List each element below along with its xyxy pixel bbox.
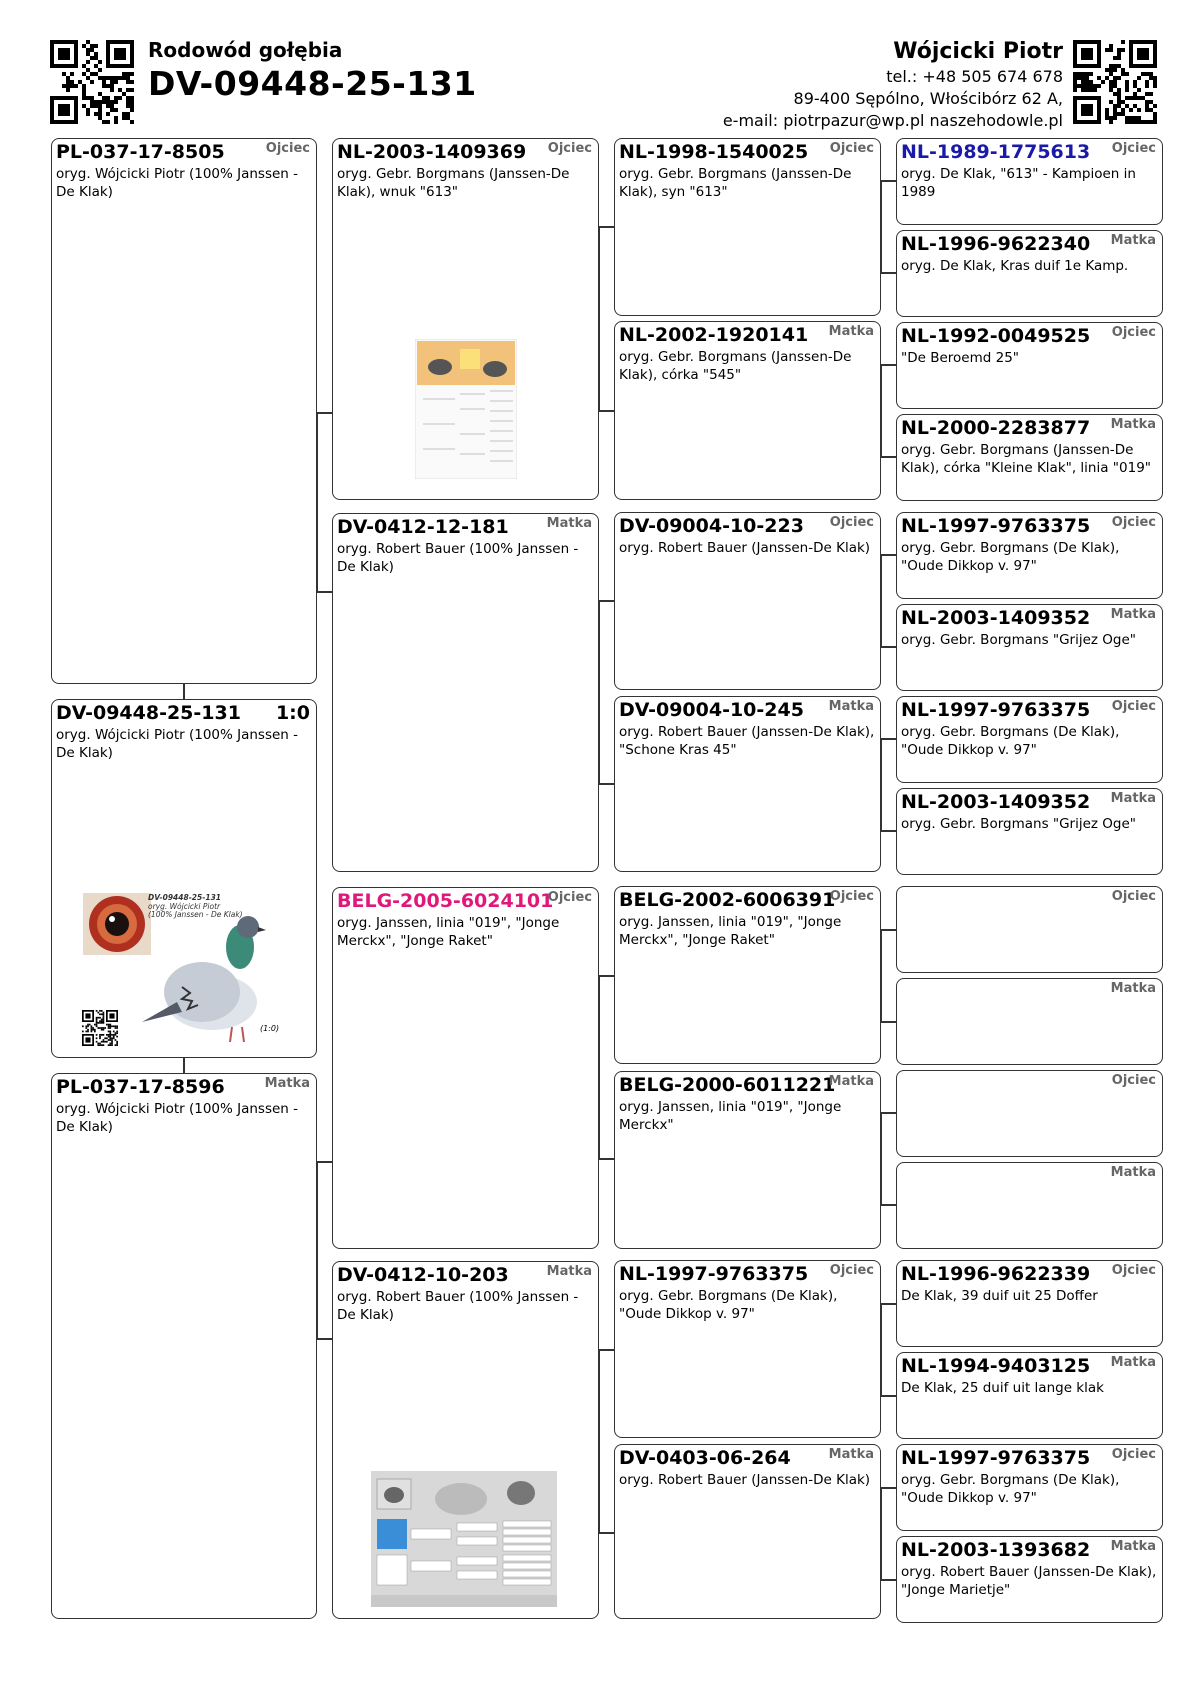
sex-label: Ojciec [1111,699,1156,714]
ring-number: NL-1996-9622340 [901,233,1091,255]
connector-line [880,738,896,740]
connector-line [880,1395,896,1397]
connector-line [598,226,614,228]
pigeon-photo [82,892,282,1048]
sex-label: Matka [1110,791,1156,806]
pedigree-document-thumbnail [415,339,517,479]
origin-description: oryg. Gebr. Borgmans (Janssen-De Klak), syn "613" [619,166,852,200]
connector-line [183,1057,185,1073]
ring-number: DV-0412-10-203 [337,1264,509,1286]
sex-label: Matka [828,1447,874,1462]
pedigree-card-gen3[interactable] [614,1260,881,1438]
connector-line [598,975,614,977]
ring-number: NL-1998-1540025 [619,141,809,163]
pedigree-card-gen4[interactable] [896,1444,1163,1531]
pedigree-card-gen4-empty[interactable] [896,978,1163,1065]
connector-line [316,1161,332,1163]
origin-description: oryg. Robert Bauer (100% Janssen - De Klak) [337,1289,579,1323]
sex-label: Matka [264,1076,310,1091]
origin-description: oryg. Wójcicki Piotr (100% Janssen - De Klak) [56,166,299,200]
pedigree-card-gen4[interactable] [896,512,1163,599]
sex-label: Ojciec [1111,1263,1156,1278]
connector-line [880,554,896,556]
origin-description: oryg. Gebr. Borgmans (Janssen-De Klak), córka "Kleine Klak", linia "019" [901,442,1151,476]
origin-description: oryg. Robert Bauer (Janssen-De Klak) [619,540,871,556]
photo-sex: (1:0) [260,1024,280,1033]
sex-label: Ojciec [1111,515,1156,530]
connector-line [880,646,896,648]
connector-line [880,1112,896,1114]
sex-label: Matka [1110,417,1156,432]
connector-line [598,1158,614,1160]
connector-line [880,1303,896,1305]
ring-number: NL-2003-1409352 [901,791,1091,813]
ring-number: NL-1997-9763375 [619,1263,809,1285]
origin-description: oryg. De Klak, Kras duif 1e Kamp. [901,258,1129,274]
connector-line [316,591,332,593]
sex-label: Matka [828,324,874,339]
sex-label: Ojciec [1111,141,1156,156]
connector-line [880,272,896,274]
pedigree-card-gen3[interactable] [614,1444,881,1619]
ring-number: NL-1997-9763375 [901,699,1091,721]
pedigree-card-gen4[interactable] [896,604,1163,691]
ring-number: NL-1989-1775613 [901,141,1091,163]
pedigree-card-gen2[interactable] [332,887,599,1249]
ring-number: NL-1996-9622339 [901,1263,1091,1285]
ring-number: BELG-2000-6011221 [619,1074,836,1096]
sex-label: Ojciec [547,890,592,905]
owner-phone: tel.: +48 505 674 678 [886,67,1063,86]
origin-description: De Klak, 25 duif uit lange klak [901,1380,1104,1396]
pedigree-card-gen4[interactable] [896,230,1163,317]
origin-description: De Klak, 39 duif uit 25 Doffer [901,1288,1098,1304]
sex-label: Matka [1110,1165,1156,1180]
origin-description: "De Beroemd 25" [901,350,1019,366]
pedigree-card-gen4[interactable] [896,322,1163,409]
origin-description: oryg. Janssen, linia "019", "Jonge Merckx", "Jonge Raket" [337,915,560,949]
pedigree-card-subject[interactable] [51,699,317,1058]
sex-label: Ojciec [829,141,874,156]
photo-ring: DV-09448-25-131 [148,893,222,902]
owner-address: 89-400 Sępólno, Włościbórz 62 A, [793,89,1063,108]
ring-number: PL-037-17-8505 [56,141,225,163]
ring-number: NL-1997-9763375 [901,1447,1091,1469]
pedigree-card-gen4[interactable] [896,138,1163,225]
pedigree-card-father[interactable] [51,138,317,684]
pedigree-card-gen4[interactable] [896,1260,1163,1347]
pedigree-card-gen2[interactable] [332,138,599,500]
ring-number: NL-2003-1409369 [337,141,527,163]
sex-label: Ojciec [829,1263,874,1278]
ring-number: PL-037-17-8596 [56,1076,225,1098]
origin-description: oryg. Robert Bauer (Janssen-De Klak), "Jonge Marietje" [901,1564,1157,1598]
ring-number: BELG-2005-6024101 [337,890,554,912]
sex-label: Matka [1110,1539,1156,1554]
qr-code-icon [50,40,134,124]
origin-description: oryg. Gebr. Borgmans (De Klak), "Oude Dikkop v. 97" [901,1472,1120,1506]
sex-label: Matka [828,699,874,714]
connector-line [598,1349,614,1351]
sex-label: Matka [1110,607,1156,622]
pedigree-card-gen2[interactable] [332,1261,599,1619]
ring-number: DV-0412-12-181 [337,516,509,538]
photo-breeder: oryg. Wójcicki Piotr [148,901,221,911]
photo-caption [148,894,243,920]
connector-line [598,600,614,602]
pedigree-card-gen2[interactable] [332,513,599,872]
owner-info [723,38,1063,132]
connector-line [316,412,332,414]
sex-label: Ojciec [1111,889,1156,904]
connector-line [598,1532,614,1534]
ring-number: NL-1992-0049525 [901,325,1091,347]
sex-label: Ojciec [1111,1073,1156,1088]
pedigree-card-gen3[interactable] [614,138,881,316]
origin-description: oryg. Robert Bauer (Janssen-De Klak), "Schone Kras 45" [619,724,875,758]
connector-line [880,1487,896,1489]
qr-code-icon [1073,40,1157,124]
connector-line [880,1579,896,1581]
pedigree-card-gen4[interactable] [896,1536,1163,1623]
pedigree-card-gen4[interactable] [896,788,1163,875]
connector-line [880,929,896,931]
sex-label: Matka [1110,981,1156,996]
sex-label: Ojciec [265,141,310,156]
ring-number: NL-1997-9763375 [901,515,1091,537]
ring-number: NL-2002-1920141 [619,324,809,346]
qr-code-icon [82,1010,118,1046]
sex-label: Ojciec [547,141,592,156]
pedigree-card-gen4[interactable] [896,1352,1163,1439]
pedigree-card-gen3[interactable] [614,696,881,872]
sex-label: Ojciec [1111,1447,1156,1462]
ring-number: NL-1994-9403125 [901,1355,1091,1377]
ring-number: NL-2000-2283877 [901,417,1091,439]
subject-ring-number: DV-09448-25-131 [148,64,477,103]
pedigree-document-thumbnail [371,1471,557,1607]
pedigree-card-gen3[interactable] [614,512,881,690]
pedigree-card-gen4-empty[interactable] [896,1162,1163,1249]
sex-label: Ojciec [829,515,874,530]
pedigree-card-gen4[interactable] [896,696,1163,783]
origin-description: oryg. Gebr. Borgmans (Janssen-De Klak), wnuk "613" [337,166,570,200]
connector-line [598,410,614,412]
owner-name: Wójcicki Piotr [893,39,1063,64]
origin-description: oryg. Janssen, linia "019", "Jonge Merckx", "Jonge Raket" [619,914,842,948]
photo-strain: (100% Janssen - De Klak) [148,910,243,919]
connector-line [880,1204,896,1206]
ring-number: NL-2003-1409352 [901,607,1091,629]
connector-line [880,456,896,458]
origin-description: oryg. Janssen, linia "019", "Jonge Merckx" [619,1099,842,1133]
origin-description: oryg. Gebr. Borgmans (De Klak), "Oude Dikkop v. 97" [619,1288,838,1322]
sex-label: Ojciec [1111,325,1156,340]
ring-number: DV-09004-10-223 [619,515,804,537]
connector-line [880,830,896,832]
connector-line [316,1338,332,1340]
pedigree-card-mother[interactable] [51,1073,317,1619]
origin-description: oryg. Gebr. Borgmans "Grijez Oge" [901,816,1137,832]
connector-line [880,364,896,366]
pedigree-card-gen4[interactable] [896,414,1163,501]
ring-number: DV-09448-25-131 [56,702,241,724]
origin-description: oryg. Gebr. Borgmans (De Klak), "Oude Dikkop v. 97" [901,540,1120,574]
origin-description: oryg. Gebr. Borgmans (De Klak), "Oude Dikkop v. 97" [901,724,1120,758]
sex-label: Matka [828,1074,874,1089]
pedigree-card-gen3[interactable] [614,886,881,1064]
ring-number: NL-2003-1393682 [901,1539,1091,1561]
pedigree-card-gen3[interactable] [614,321,881,500]
origin-description: oryg. Wójcicki Piotr (100% Janssen - De Klak) [56,1101,299,1135]
sex-label: 1:0 [275,702,310,724]
owner-email: e-mail: piotrpazur@wp.pl naszehodowle.pl [722,111,1063,130]
sex-label: Matka [546,1264,592,1279]
connector-line [183,683,185,699]
sex-label: Ojciec [829,889,874,904]
ring-number: DV-0403-06-264 [619,1447,791,1469]
origin-description: oryg. Gebr. Borgmans "Grijez Oge" [901,632,1137,648]
origin-description: oryg. Wójcicki Piotr (100% Janssen - De Klak) [56,727,299,761]
pedigree-card-gen4-empty[interactable] [896,886,1163,973]
pedigree-card-gen4-empty[interactable] [896,1070,1163,1157]
origin-description: oryg. Gebr. Borgmans (Janssen-De Klak), córka "545" [619,349,852,383]
ring-number: BELG-2002-6006391 [619,889,836,911]
origin-description: oryg. Robert Bauer (100% Janssen - De Klak) [337,541,579,575]
sex-label: Matka [1110,1355,1156,1370]
sex-label: Matka [1110,233,1156,248]
connector-line [598,783,614,785]
origin-description: oryg. Robert Bauer (Janssen-De Klak) [619,1472,871,1488]
connector-line [880,180,896,182]
document-title: Rodowód gołębia [148,38,343,62]
ring-number: DV-09004-10-245 [619,699,804,721]
origin-description: oryg. De Klak, "613" - Kampioen in 1989 [901,166,1136,200]
connector-line [880,1021,896,1023]
sex-label: Matka [546,516,592,531]
pedigree-card-gen3[interactable] [614,1071,881,1249]
